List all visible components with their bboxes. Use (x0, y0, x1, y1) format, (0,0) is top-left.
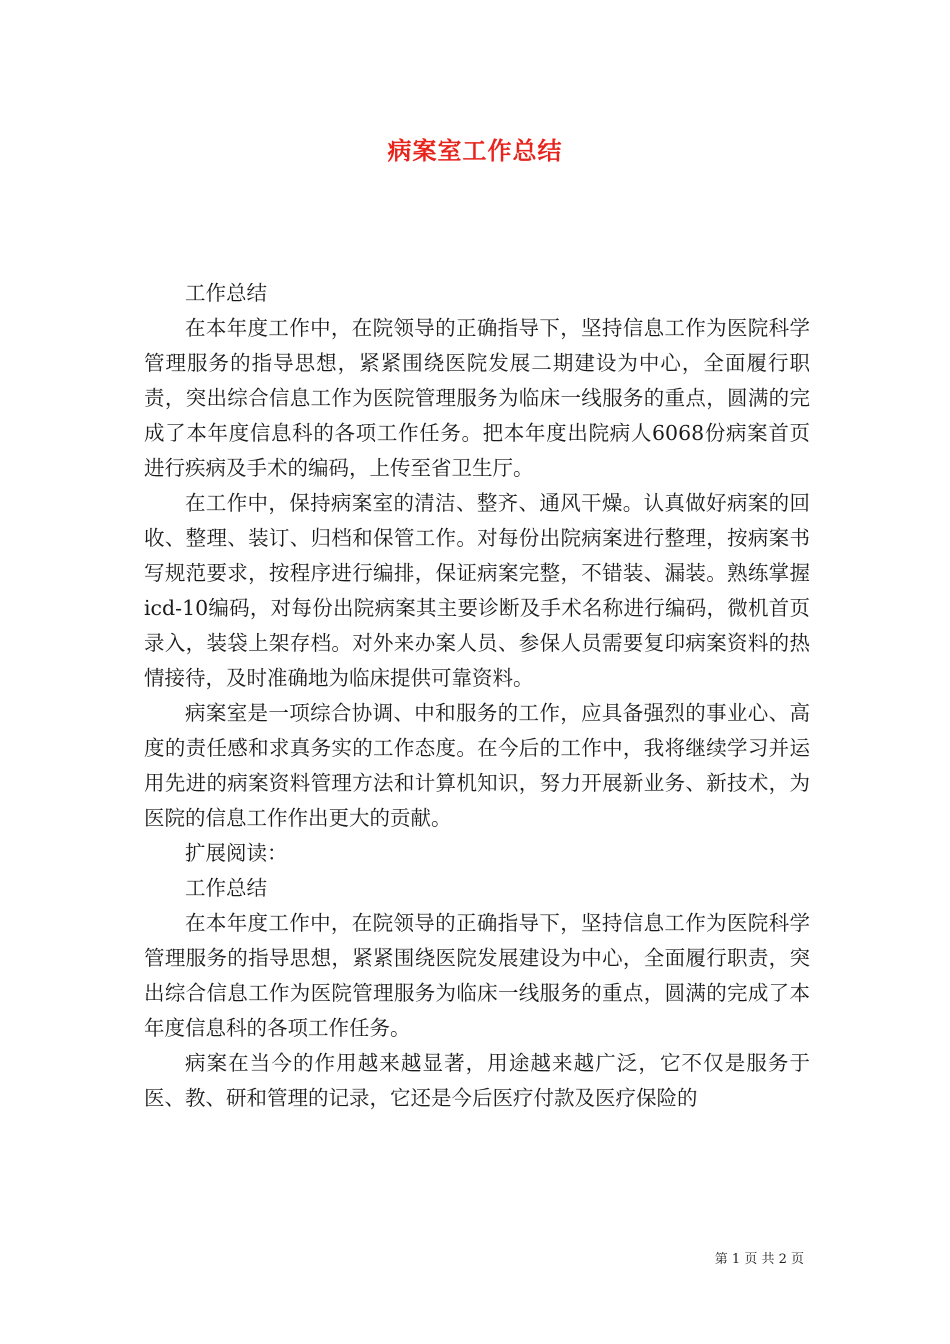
document-body (144, 276, 810, 1116)
paragraph-2: 在工作中，保持病案室的清洁、整齐、通风干燥。认真做好病案的回收、整理、装订、归档和保管工作。对每份出院病案进行整理，按病案书写规范要求，按程序进行编排，保证病案完整，不错装、漏装。熟练掌握icd-10编码，对每份出院病案其主要诊断及手术名称进行编码，微机首页录入，装袋上架存档。对外来办案人员、参保人员需要复印病案资料的热情接待，及时准确地为临床提供可靠资料。 (144, 491, 810, 690)
paragraph-5: 病案在当今的作用越来越显著，用途越来越广泛，它不仅是服务于医、教、研和管理的记录，它还是今后医疗付款及医疗保险的 (144, 1051, 810, 1110)
page-number-footer: 第 1 页 共 2 页 (714, 1252, 804, 1267)
extended-reading-label: 扩展阅读： (185, 841, 288, 865)
paragraph-1: 在本年度工作中，在院领导的正确指导下，坚持信息工作为医院科学管理服务的指导思想，紧紧围绕医院发展二期建设为中心，全面履行职责，突出综合信息工作为医院管理服务为临床一线服务的重点，圆满的完成了本年度信息科的各项工作任务。把本年度出院病人6068份病案首页进行疾病及手术的编码，上传至省卫生厅。 (144, 316, 810, 480)
paragraph-heading-2: 工作总结 (185, 876, 267, 900)
paragraph-heading-1: 工作总结 (185, 281, 267, 305)
paragraph-4: 在本年度工作中，在院领导的正确指导下，坚持信息工作为医院科学管理服务的指导思想，紧紧围绕医院发展建设为中心，全面履行职责，突出综合信息工作为医院管理服务为临床一线服务的重点，圆满的完成了本年度信息科的各项工作任务。 (144, 911, 810, 1040)
document-title: 病案室工作总结 (387, 137, 563, 165)
paragraph-3: 病案室是一项综合协调、中和服务的工作，应具备强烈的事业心、高度的责任感和求真务实的工作态度。在今后的工作中，我将继续学习并运用先进的病案资料管理方法和计算机知识，努力开展新业务、新技术，为医院的信息工作作出更大的贡献。 (144, 701, 810, 830)
